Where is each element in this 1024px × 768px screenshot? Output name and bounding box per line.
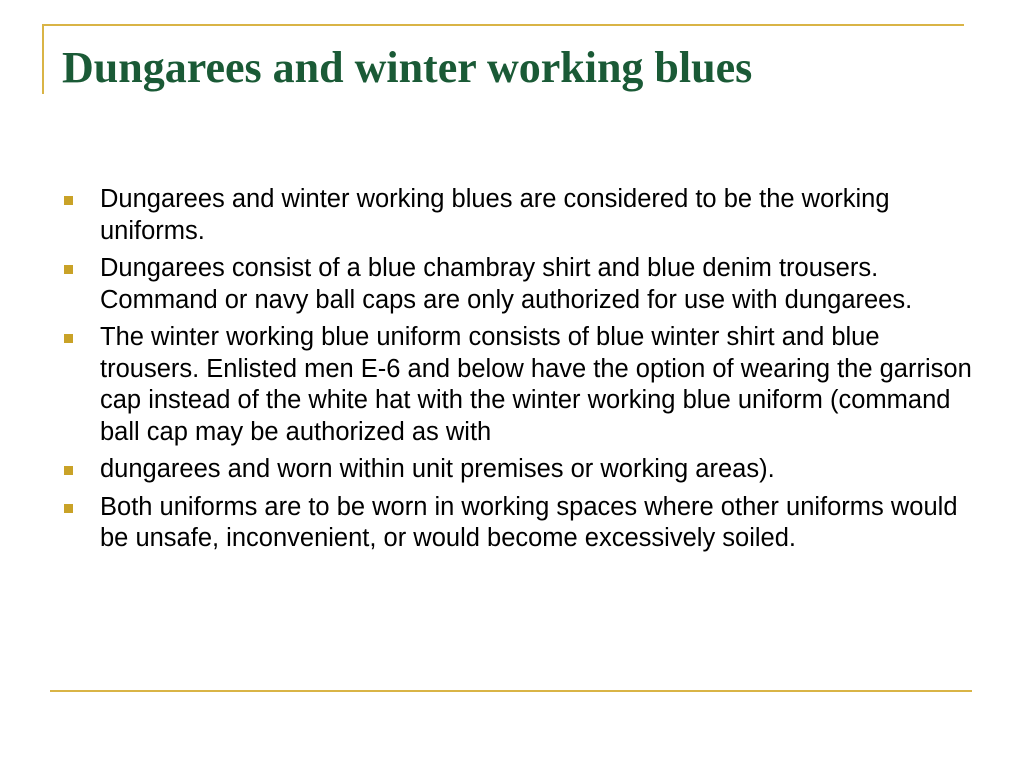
- frame-top-rule: [42, 24, 964, 26]
- bullet-item: The winter working blue uniform consists of blue winter shirt and blue trousers. Enlisted men E-6 and below have the option of wearing the garrison cap instead of the white hat with the winter working blue uniform (command ball cap may be authorized as with: [100, 322, 980, 448]
- bullet-list: [100, 184, 980, 561]
- slide-title: Dungarees and winter working blues: [62, 43, 753, 92]
- frame-bottom-rule: [50, 690, 972, 692]
- bullet-item: Both uniforms are to be worn in working spaces where other uniforms would be unsafe, inconvenient, or would become excessively soiled.: [100, 492, 980, 555]
- bullet-item: Dungarees consist of a blue chambray shirt and blue denim trousers. Command or navy ball caps are only authorized for use with dungarees.: [100, 253, 980, 316]
- bullet-item: dungarees and worn within unit premises or working areas).: [100, 454, 980, 486]
- bullet-item: Dungarees and winter working blues are considered to be the working uniforms.: [100, 184, 980, 247]
- frame-left-rule: [42, 24, 44, 94]
